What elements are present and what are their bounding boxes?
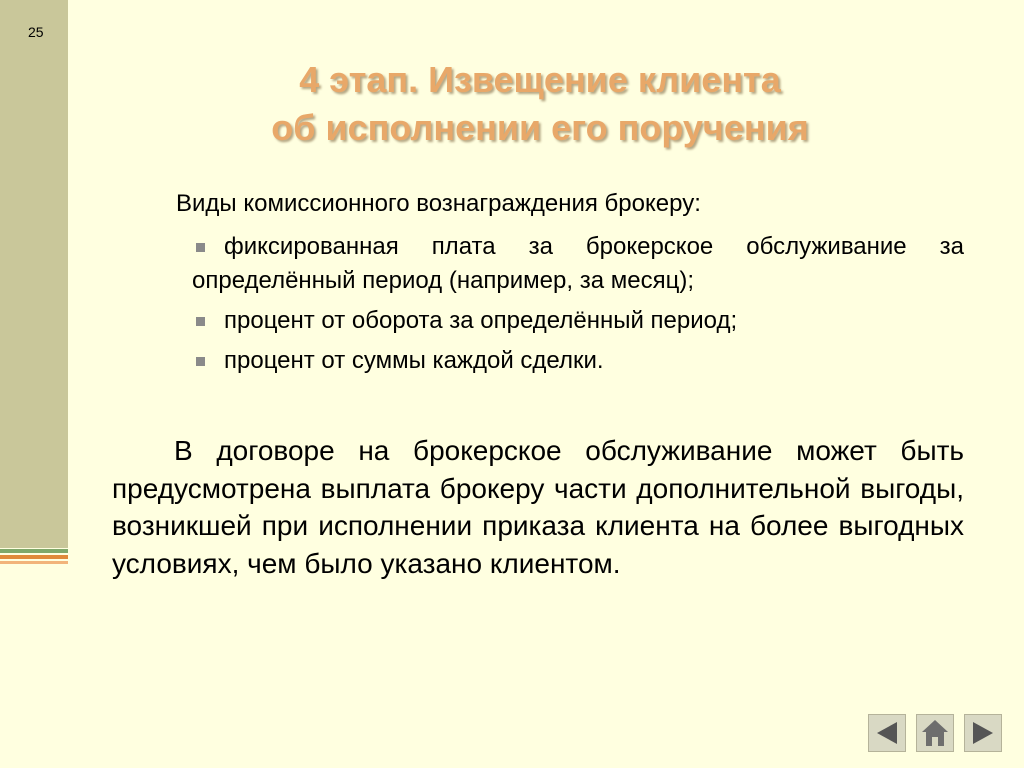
subheading: Виды комиссионного вознаграждения брокеру: (176, 190, 701, 217)
slide-number: 25 (28, 24, 44, 40)
side-strip (0, 0, 68, 548)
bullet-item: процент от оборота за определённый период; (192, 304, 964, 338)
slide-title-line-2: об исполнении его поручения (271, 107, 809, 148)
decor-stripe-green (0, 549, 68, 553)
decor-stripe-peach (0, 561, 68, 564)
right-arrow-icon (968, 718, 998, 748)
slide-title-line-1: 4 этап. Извещение клиента (299, 59, 781, 100)
next-slide-button[interactable] (964, 714, 1002, 752)
bullet-item: фиксированная плата за брокерское обслуживание за определённый период (например, за месяц); (192, 230, 964, 298)
left-arrow-icon (872, 718, 902, 748)
decor-stripe-orange (0, 555, 68, 559)
bullet-item: процент от суммы каждой сделки. (192, 344, 964, 378)
prev-slide-button[interactable] (868, 714, 906, 752)
slide-navigation (868, 714, 1002, 752)
body-paragraph: В договоре на брокерское обслуживание может быть предусмотрена выплата брокеру части дополнительной выгоды, возникшей при исполнении приказа клиента на более выгодных условиях, чем было указано клиентом. (112, 435, 964, 579)
bullet-list (192, 230, 964, 384)
home-icon (919, 717, 951, 749)
slide-title (160, 56, 920, 152)
home-button[interactable] (916, 714, 954, 752)
